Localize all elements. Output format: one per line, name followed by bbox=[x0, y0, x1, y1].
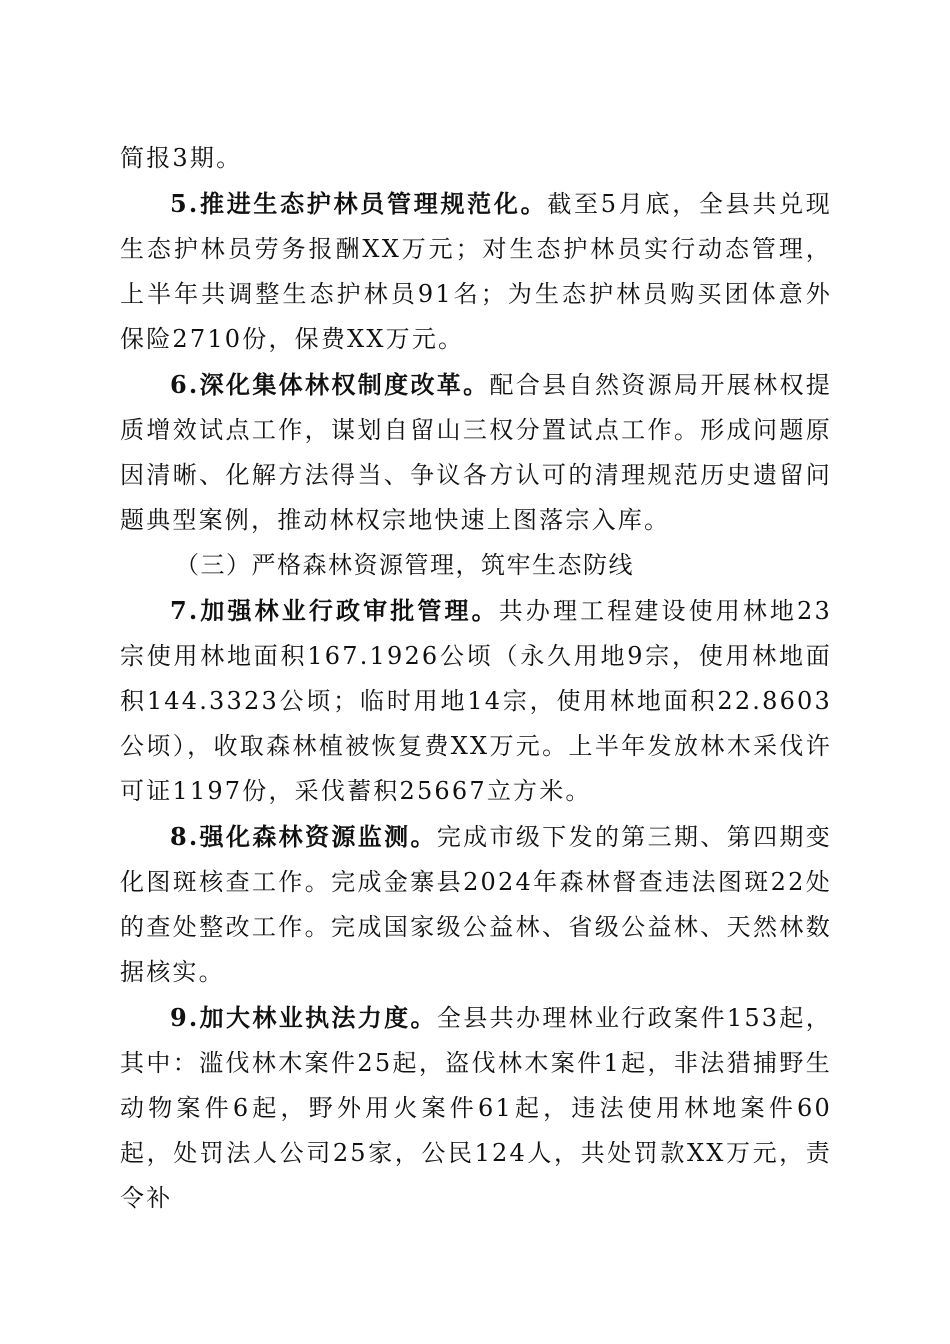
item-8-heading: 8.强化森林资源监测。 bbox=[170, 822, 437, 851]
paragraph-text: 简报3期。 bbox=[120, 144, 243, 172]
item-6-body: 配合县自然资源局开展林权提质增效试点工作，谋划自留山三权分置试点工作。形成问题原因清晰、化解方法得当、争议各方认可的清理规范历史遗留问题典型案例，推动林权宗地快速上图落宗入库。 bbox=[120, 371, 832, 534]
section-heading-3 bbox=[120, 543, 832, 588]
paragraph-item-9 bbox=[120, 995, 832, 1221]
paragraph-item-5 bbox=[120, 181, 832, 362]
item-7-body: 共办理工程建设使用林地23宗使用林地面积167.1926公顷（永久用地9宗，使用林地面积144.3323公顷；临时用地14宗，使用林地面积22.8603公顷），收取森林植被恢复费XX万元。上半年发放林木采伐许可证1197份，采伐蓄积25667立方米。 bbox=[120, 597, 832, 805]
item-7-heading: 7.加强林业行政审批管理。 bbox=[170, 596, 499, 625]
item-8-body: 完成市级下发的第三期、第四期变化图斑核查工作。完成金寨县2024年森林督查违法图斑22处的查处整改工作。完成国家级公益林、省级公益林、天然林数据核实。 bbox=[120, 823, 832, 986]
item-9-heading: 9.加大林业执法力度。 bbox=[170, 1003, 437, 1032]
paragraph-item-6 bbox=[120, 362, 832, 543]
item-5-heading: 5.推进生态护林员管理规范化。 bbox=[170, 189, 548, 218]
document-page bbox=[120, 136, 832, 1221]
paragraph-continuation bbox=[120, 136, 832, 181]
paragraph-item-7 bbox=[120, 588, 832, 814]
section-heading-text: （三）严格森林资源管理，筑牢生态防线 bbox=[175, 551, 634, 579]
item-9-body: 全县共办理林业行政案件153起，其中：滥伐林木案件25起，盗伐林木案件1起，非法猎捕野生动物案件6起，野外用火案件61起，违法使用林地案件60起，处罚法人公司25家，公民124人，共处罚款XX万元，责令补 bbox=[120, 1004, 832, 1212]
item-5-body: 截至5月底，全县共兑现生态护林员劳务报酬XX万元；对生态护林员实行动态管理，上半年共调整生态护林员91名；为生态护林员购买团体意外保险2710份，保费XX万元。 bbox=[120, 190, 832, 353]
paragraph-item-8 bbox=[120, 814, 832, 995]
item-6-heading: 6.深化集体林权制度改革。 bbox=[170, 370, 490, 399]
